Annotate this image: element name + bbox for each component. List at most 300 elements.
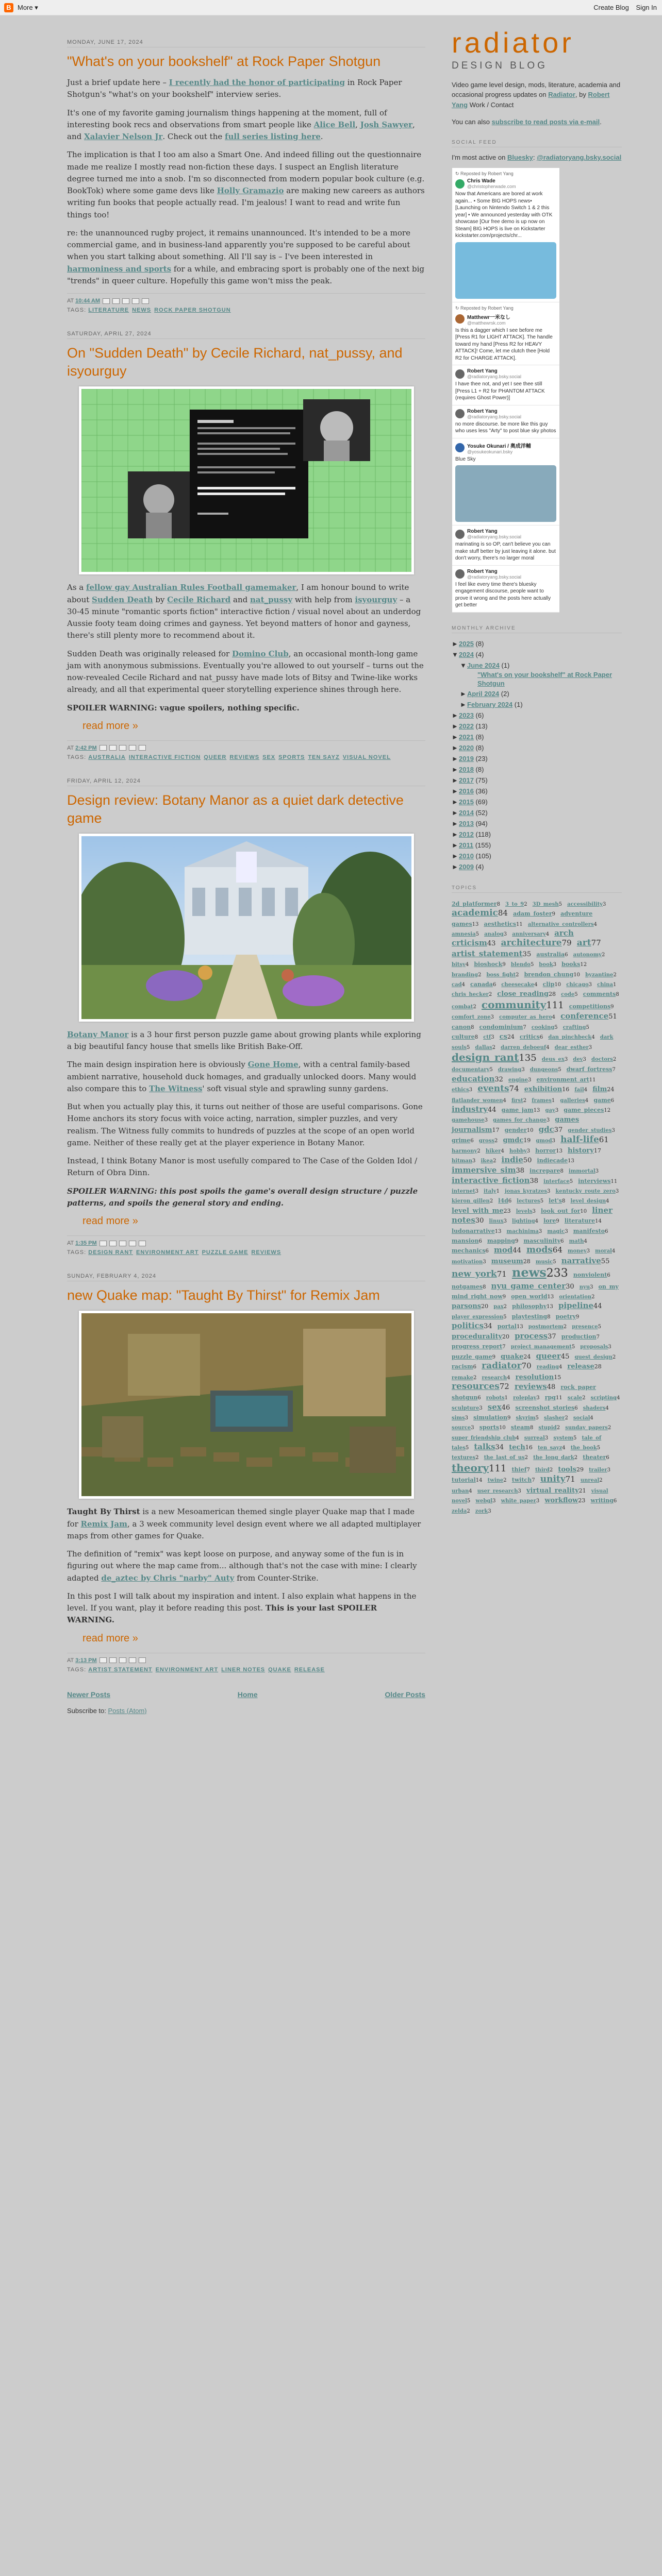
topic-link[interactable]: third <box>535 1467 550 1473</box>
topic-link[interactable]: chris hecker <box>452 992 489 998</box>
tag-link[interactable]: VISUAL NOVEL <box>342 754 391 760</box>
topic-link[interactable]: open world <box>511 1293 548 1300</box>
topic-link[interactable]: twitch <box>511 1477 532 1484</box>
topic-link[interactable]: urban <box>452 1488 469 1494</box>
topic-link[interactable]: darren deboeuf <box>501 1044 547 1050</box>
topic-link[interactable]: virtual reality <box>526 1486 579 1495</box>
email-icon[interactable] <box>100 1241 107 1246</box>
post-timestamp[interactable]: 2:42 PM <box>75 744 97 751</box>
topic-link[interactable]: lectures <box>517 1198 540 1205</box>
topic-link[interactable]: branding <box>452 972 478 978</box>
topic-link[interactable]: australia <box>536 951 565 958</box>
collapsed-triangle-icon[interactable]: ► <box>452 787 458 795</box>
collapsed-triangle-icon[interactable]: ► <box>452 722 458 730</box>
tag-link[interactable]: PUZZLE GAME <box>202 1249 249 1256</box>
archive-year-link[interactable]: 2009 <box>459 863 474 871</box>
archive-year-link[interactable]: 2018 <box>459 766 474 774</box>
topic-link[interactable]: half-life <box>560 1134 599 1145</box>
collapsed-triangle-icon[interactable]: ► <box>452 809 458 817</box>
topic-link[interactable]: crafting <box>562 1024 586 1030</box>
newer-posts-link[interactable]: Newer Posts <box>67 1690 111 1699</box>
topic-link[interactable]: sims <box>452 1415 465 1421</box>
topic-link[interactable]: the book <box>570 1445 597 1451</box>
topic-link[interactable]: project management <box>510 1344 572 1350</box>
archive-year[interactable] <box>452 710 622 721</box>
topic-link[interactable]: hitman <box>452 1158 473 1164</box>
topic-link[interactable]: art <box>576 938 591 948</box>
subscribe-atom-link[interactable]: Posts (Atom) <box>108 1706 147 1715</box>
topic-link[interactable]: skyrim <box>516 1415 536 1421</box>
archive-year-link[interactable]: 2017 <box>459 776 474 785</box>
topic-link[interactable]: robots <box>486 1395 505 1401</box>
feed-post[interactable] <box>452 302 559 366</box>
topic-link[interactable]: byzantine <box>585 972 614 978</box>
topic-link[interactable]: theater <box>583 1454 606 1461</box>
topic-link[interactable]: racism <box>452 1363 473 1370</box>
topic-link[interactable]: immersive sim <box>452 1165 516 1175</box>
topic-link[interactable]: hobby <box>509 1148 527 1154</box>
topic-link[interactable]: alternative controllers <box>527 922 594 928</box>
topic-link[interactable]: galleries <box>560 1097 585 1104</box>
archive-year[interactable] <box>452 775 622 786</box>
topic-link[interactable]: exhibition <box>524 1086 562 1094</box>
topic-link[interactable]: trailer <box>589 1467 607 1473</box>
topic-link[interactable]: music <box>535 1259 553 1265</box>
topic-link[interactable]: drawing <box>498 1067 522 1073</box>
topic-link[interactable]: flatlander women <box>452 1097 503 1104</box>
topic-link[interactable]: source <box>452 1425 471 1431</box>
tag-link[interactable]: ENVIRONMENT ART <box>136 1249 199 1256</box>
tag-link[interactable]: NEWS <box>132 307 152 314</box>
feed-post[interactable] <box>452 526 559 566</box>
topic-link[interactable]: doctors <box>591 1056 613 1062</box>
topic-link[interactable]: frames <box>532 1097 552 1104</box>
topic-link[interactable]: masculinity <box>523 1238 561 1245</box>
archive-year[interactable] <box>452 829 622 840</box>
post-image[interactable] <box>79 386 414 574</box>
archive-year[interactable] <box>452 753 622 764</box>
topic-link[interactable]: cs <box>499 1032 507 1041</box>
topic-link[interactable]: nyu <box>579 1284 590 1290</box>
topic-link[interactable]: computer as hero <box>499 1014 552 1021</box>
topic-link[interactable]: increpare <box>529 1167 560 1175</box>
topic-link[interactable]: tutorial <box>452 1477 476 1484</box>
topic-link[interactable]: boss fight <box>486 972 516 978</box>
topic-link[interactable]: kentucky route zero <box>555 1189 616 1195</box>
topic-link[interactable]: museum <box>491 1257 523 1265</box>
share-twitter-icon[interactable] <box>119 745 126 751</box>
topic-link[interactable]: user research <box>477 1488 518 1494</box>
topic-link[interactable]: let's <box>549 1197 562 1205</box>
topic-link[interactable]: stupid <box>538 1425 557 1431</box>
tag-link[interactable]: INTERACTIVE FICTION <box>128 754 201 760</box>
topic-link[interactable]: code <box>561 992 575 998</box>
topic-link[interactable]: horror <box>535 1147 556 1154</box>
share-twitter-icon[interactable] <box>122 298 129 304</box>
collapsed-triangle-icon[interactable]: ► <box>452 820 458 828</box>
topic-link[interactable]: 3 to 9 <box>505 901 524 907</box>
topic-link[interactable]: industry <box>452 1104 488 1114</box>
blog-this-icon[interactable] <box>109 1657 117 1663</box>
collapsed-triangle-icon[interactable]: ► <box>452 711 458 719</box>
topic-link[interactable]: mapping <box>487 1238 515 1245</box>
expanded-triangle-icon[interactable]: ▼ <box>452 650 458 658</box>
inline-link[interactable]: fellow gay Australian Rules Football gamemaker <box>86 583 296 592</box>
topic-link[interactable]: reviews <box>514 1382 547 1392</box>
inline-link[interactable]: @radiatoryang.bsky.social <box>537 153 622 161</box>
topic-link[interactable]: gdc <box>538 1124 554 1134</box>
share-facebook-icon[interactable] <box>129 745 136 751</box>
topic-link[interactable]: narrative <box>561 1256 601 1265</box>
topic-link[interactable]: liner notes <box>452 1205 613 1225</box>
topic-link[interactable]: unreal <box>580 1478 600 1484</box>
post-image[interactable] <box>79 1311 414 1499</box>
collapsed-triangle-icon[interactable]: ► <box>452 863 458 871</box>
share-facebook-icon[interactable] <box>129 1657 136 1663</box>
feed-post[interactable] <box>452 405 559 438</box>
topic-link[interactable]: ludonarrative <box>452 1227 495 1234</box>
email-icon[interactable] <box>100 745 107 751</box>
archive-year-link[interactable]: 2022 <box>459 722 474 730</box>
collapsed-triangle-icon[interactable]: ► <box>452 852 458 860</box>
topic-link[interactable]: cooking <box>531 1024 555 1030</box>
inline-link[interactable]: de_aztec by Chris "narby" Auty <box>101 1573 235 1583</box>
topic-link[interactable]: harmony <box>452 1148 477 1154</box>
topic-link[interactable]: the last of us <box>484 1455 525 1461</box>
archive-year-link[interactable]: 2024 <box>459 650 474 658</box>
topic-link[interactable]: orientation <box>559 1294 592 1300</box>
topic-link[interactable]: visual novel <box>452 1488 608 1504</box>
inline-link[interactable]: Radiator <box>548 91 575 99</box>
archive-year[interactable] <box>452 764 622 775</box>
tag-link[interactable]: ENVIRONMENT ART <box>155 1666 219 1673</box>
topic-link[interactable]: playtesting <box>511 1313 548 1320</box>
archive-month-link[interactable]: June 2024 <box>467 661 500 669</box>
topic-link[interactable]: italy <box>484 1189 496 1195</box>
topic-link[interactable]: gender studies <box>568 1127 612 1133</box>
expanded-triangle-icon[interactable]: ▼ <box>460 661 467 669</box>
topic-link[interactable]: workflow <box>544 1497 578 1505</box>
post-image[interactable] <box>79 834 414 1022</box>
topic-link[interactable]: presence <box>572 1324 598 1330</box>
topic-link[interactable]: bitsy <box>452 962 466 968</box>
topic-link[interactable]: grime <box>452 1137 471 1144</box>
topic-link[interactable]: sports <box>479 1424 500 1431</box>
topic-link[interactable]: portal <box>497 1323 517 1330</box>
post-timestamp[interactable]: 1:35 PM <box>75 1240 97 1247</box>
topic-link[interactable]: canon <box>452 1023 471 1030</box>
topic-link[interactable]: environment art <box>536 1076 589 1083</box>
blog-this-icon[interactable] <box>109 745 117 751</box>
post-title[interactable]: "What's on your bookshelf" at Rock Paper Shotgun <box>67 54 381 69</box>
topic-link[interactable]: release <box>567 1363 594 1371</box>
topic-link[interactable]: process <box>515 1331 548 1341</box>
topic-link[interactable]: radiator <box>482 1361 522 1371</box>
topic-link[interactable]: nonviolent <box>573 1272 607 1279</box>
archive-year-link[interactable]: 2016 <box>459 787 474 795</box>
topic-link[interactable]: math <box>569 1239 584 1245</box>
topic-link[interactable]: hiker <box>485 1148 501 1154</box>
topic-link[interactable]: academic <box>452 907 498 918</box>
topic-link[interactable]: ten sayz <box>537 1445 562 1451</box>
archive-year-link[interactable]: 2019 <box>459 755 474 762</box>
topic-link[interactable]: resources <box>452 1381 500 1392</box>
topic-link[interactable]: writing <box>590 1497 614 1504</box>
inline-link[interactable]: Alice Bell <box>313 120 356 129</box>
topic-link[interactable]: gmdc <box>503 1136 524 1144</box>
topic-link[interactable]: quest design <box>574 1354 613 1360</box>
topic-link[interactable]: gender <box>504 1126 527 1133</box>
older-posts-link[interactable]: Older Posts <box>385 1690 425 1699</box>
topic-link[interactable]: textures <box>452 1455 476 1461</box>
tag-link[interactable]: DESIGN RANT <box>88 1249 134 1256</box>
topic-link[interactable]: resolution <box>515 1373 554 1381</box>
topic-link[interactable]: lore <box>543 1217 556 1225</box>
inline-link[interactable]: harmoniness and sports <box>67 264 172 274</box>
topic-link[interactable]: events <box>477 1083 509 1094</box>
topic-link[interactable]: sculpture <box>452 1405 479 1411</box>
inline-link[interactable]: isyourguy <box>355 595 398 604</box>
collapsed-triangle-icon[interactable]: ► <box>452 841 458 850</box>
collapsed-triangle-icon[interactable]: ► <box>452 798 458 806</box>
topic-link[interactable]: literature <box>564 1217 595 1225</box>
topic-link[interactable]: super friendship club <box>452 1435 516 1441</box>
topic-link[interactable]: quake <box>501 1352 524 1361</box>
collapsed-triangle-icon[interactable]: ► <box>452 743 458 752</box>
collapsed-triangle-icon[interactable]: ► <box>452 733 458 741</box>
topic-link[interactable]: china <box>597 981 614 988</box>
tag-link[interactable]: SEX <box>262 754 276 760</box>
collapsed-triangle-icon[interactable]: ► <box>452 639 458 648</box>
collapsed-triangle-icon[interactable]: ► <box>452 831 458 839</box>
collapsed-triangle-icon[interactable]: ► <box>452 776 458 785</box>
archive-year-link[interactable]: 2014 <box>459 809 474 817</box>
topic-link[interactable]: tools <box>558 1465 576 1473</box>
topic-link[interactable]: books <box>561 961 581 968</box>
archive-year-link[interactable]: 2013 <box>459 820 474 828</box>
topic-link[interactable]: fail <box>574 1087 584 1093</box>
inline-link[interactable]: Robert Yang <box>452 91 610 109</box>
topic-link[interactable]: twine <box>487 1478 504 1484</box>
topic-link[interactable]: notgames <box>452 1283 483 1290</box>
topic-link[interactable]: queer <box>536 1351 561 1361</box>
share-facebook-icon[interactable] <box>132 298 139 304</box>
topic-link[interactable]: scale <box>567 1395 583 1401</box>
archive-year-link[interactable]: 2012 <box>459 831 474 839</box>
inline-link[interactable]: Bluesky <box>507 153 533 161</box>
topic-link[interactable]: machinima <box>506 1228 539 1234</box>
topic-link[interactable]: tech <box>509 1443 525 1451</box>
archive-year-link[interactable]: 2025 <box>459 639 474 648</box>
topic-link[interactable]: on my mind right now <box>452 1283 619 1300</box>
topic-link[interactable]: shaders <box>583 1405 606 1411</box>
topic-link[interactable]: webgl <box>475 1498 493 1504</box>
topic-link[interactable]: dear esther <box>554 1044 589 1050</box>
feed-post[interactable] <box>452 365 559 405</box>
topic-link[interactable]: player expression <box>452 1314 504 1320</box>
topic-link[interactable]: production <box>561 1333 597 1340</box>
topic-link[interactable]: games for change <box>493 1117 547 1124</box>
archive-month-link[interactable]: February 2024 <box>467 700 513 708</box>
tag-link[interactable]: TEN SAYZ <box>308 754 340 760</box>
topic-link[interactable]: dungeons <box>529 1067 558 1073</box>
topic-link[interactable]: blendo <box>510 962 531 968</box>
topic-link[interactable]: proposals <box>580 1344 608 1350</box>
read-more-link[interactable]: read more » <box>82 720 138 732</box>
archive-year[interactable] <box>452 721 622 732</box>
topic-link[interactable]: game jam <box>501 1106 534 1113</box>
topic-link[interactable]: conference <box>560 1011 609 1021</box>
home-posts-link[interactable]: Home <box>237 1690 258 1699</box>
topic-link[interactable]: gamehouse <box>452 1117 485 1124</box>
post-timestamp[interactable]: 3:13 PM <box>75 1657 97 1664</box>
topic-link[interactable]: film <box>592 1086 607 1094</box>
topic-link[interactable]: talks <box>474 1442 495 1451</box>
topic-link[interactable]: research <box>482 1375 507 1381</box>
topic-link[interactable]: screenshot stories <box>515 1404 575 1411</box>
topic-link[interactable]: pipeline <box>558 1301 594 1311</box>
tag-link[interactable]: RELEASE <box>294 1666 325 1673</box>
topic-link[interactable]: amnesia <box>452 931 476 938</box>
topic-link[interactable]: combat <box>452 1004 473 1010</box>
topic-link[interactable]: autonomy <box>573 952 602 958</box>
topic-link[interactable]: system <box>553 1435 573 1441</box>
inline-link[interactable]: The Witness <box>149 1083 203 1093</box>
topic-link[interactable]: magic <box>547 1228 565 1234</box>
topic-link[interactable]: 3D mesh <box>532 901 559 907</box>
topic-link[interactable]: white paper <box>501 1498 536 1504</box>
inline-link[interactable]: Domino Club <box>231 649 289 658</box>
inline-link[interactable]: nat_pussy <box>250 595 293 604</box>
topic-link[interactable]: sex <box>487 1402 502 1412</box>
topic-link[interactable]: nyu game center <box>491 1281 566 1291</box>
topic-link[interactable]: dwarf fortress <box>566 1066 613 1073</box>
archive-month[interactable] <box>452 660 622 671</box>
topic-link[interactable]: motivation <box>452 1259 483 1265</box>
topic-link[interactable]: anniversary <box>512 931 546 938</box>
topic-link[interactable]: condominium <box>479 1023 523 1030</box>
post-title[interactable]: new Quake map: "Taught By Thirst" for Remix Jam <box>67 1287 380 1303</box>
topic-link[interactable]: levels <box>516 1208 533 1214</box>
topic-link[interactable]: reading <box>536 1364 559 1370</box>
topic-link[interactable]: game <box>593 1096 611 1104</box>
topic-link[interactable]: arch crticism <box>452 928 574 948</box>
topic-link[interactable]: cad <box>452 981 462 988</box>
tag-link[interactable]: SPORTS <box>278 754 305 760</box>
topic-link[interactable]: clip <box>542 980 555 988</box>
topic-link[interactable]: analog <box>484 931 504 938</box>
archive-year-link[interactable]: 2015 <box>459 798 474 806</box>
avatar[interactable] <box>455 409 465 418</box>
share-pinterest-icon[interactable] <box>139 745 146 751</box>
topic-link[interactable]: dark souls <box>452 1034 614 1050</box>
post-title[interactable]: Design review: Botany Manor as a quiet dark detective game <box>67 792 404 826</box>
share-pinterest-icon[interactable] <box>142 298 149 304</box>
archive-year[interactable] <box>452 818 622 829</box>
topic-link[interactable]: history <box>568 1146 594 1155</box>
tag-link[interactable]: LINER NOTES <box>221 1666 266 1673</box>
share-pinterest-icon[interactable] <box>139 1657 146 1663</box>
post-timestamp[interactable]: 10:44 AM <box>75 298 100 304</box>
sign-in-link[interactable]: Sign In <box>636 4 657 11</box>
topic-link[interactable]: aesthetics <box>484 921 517 928</box>
topic-link[interactable]: interface <box>543 1178 570 1184</box>
topic-link[interactable]: engine <box>508 1077 528 1083</box>
tag-link[interactable]: AUSTRALIA <box>88 754 126 760</box>
topic-link[interactable]: money <box>568 1248 587 1255</box>
tag-link[interactable]: ARTIST STATEMENT <box>88 1666 153 1673</box>
topic-link[interactable]: ethics <box>452 1087 469 1093</box>
share-pinterest-icon[interactable] <box>139 1241 146 1246</box>
topic-link[interactable]: pax <box>493 1304 504 1310</box>
tag-link[interactable]: QUAKE <box>268 1666 291 1673</box>
topic-link[interactable]: slasher <box>544 1415 565 1421</box>
topic-link[interactable]: manifesto <box>573 1227 605 1234</box>
topic-link[interactable]: bioshock <box>474 961 503 968</box>
tag-link[interactable]: QUEER <box>204 754 227 760</box>
topic-link[interactable]: community <box>481 998 547 1011</box>
topic-link[interactable]: rpg <box>544 1394 556 1401</box>
topic-link[interactable]: immortal <box>568 1168 595 1175</box>
archive-year[interactable] <box>452 840 622 851</box>
topic-link[interactable]: culture <box>452 1033 475 1040</box>
feed-post[interactable] <box>452 566 559 613</box>
inline-link[interactable]: Xalavier Nelson Jr <box>84 132 163 142</box>
topic-link[interactable]: kieron gillen <box>452 1198 490 1205</box>
topic-link[interactable]: games journalism <box>452 1116 580 1134</box>
topic-link[interactable]: simulation <box>473 1414 508 1421</box>
topic-link[interactable]: politics <box>452 1321 484 1331</box>
topic-link[interactable]: canada <box>470 980 493 988</box>
topic-link[interactable]: mod <box>494 1245 513 1255</box>
topic-link[interactable]: gross <box>478 1138 494 1144</box>
tag-link[interactable]: LITERATURE <box>88 307 129 314</box>
topic-link[interactable]: design rant <box>452 1050 519 1063</box>
topic-link[interactable]: mansion <box>452 1238 479 1245</box>
archive-year-link[interactable]: 2010 <box>459 852 474 860</box>
read-more-link[interactable]: read more » <box>82 1632 138 1644</box>
topic-link[interactable]: education <box>452 1074 495 1083</box>
topic-link[interactable]: new york <box>452 1269 497 1280</box>
avatar[interactable] <box>455 443 465 452</box>
feed-post-image[interactable] <box>455 242 556 299</box>
topic-link[interactable]: indiecade <box>537 1157 568 1164</box>
archive-year[interactable] <box>452 786 622 796</box>
topic-link[interactable]: gay <box>545 1107 555 1113</box>
topic-link[interactable]: gmod <box>536 1138 552 1144</box>
create-blog-link[interactable]: Create Blog <box>593 4 629 11</box>
topic-link[interactable]: deus ex <box>541 1056 565 1062</box>
tag-link[interactable]: REVIEWS <box>229 754 260 760</box>
topic-link[interactable]: lighting <box>512 1218 535 1225</box>
topic-link[interactable]: game pieces <box>564 1106 604 1113</box>
feed-post[interactable] <box>452 438 559 526</box>
topic-link[interactable]: thief <box>511 1466 527 1473</box>
topic-link[interactable]: interactive fiction <box>452 1175 530 1185</box>
topic-link[interactable]: documentary <box>452 1067 490 1073</box>
topic-link[interactable]: cheesecake <box>501 981 535 988</box>
archive-year[interactable] <box>452 638 622 649</box>
topic-link[interactable]: accessibility <box>567 901 603 907</box>
more-menu[interactable]: More ▾ <box>18 4 38 11</box>
topic-link[interactable]: level with me <box>452 1207 504 1215</box>
inline-link[interactable]: Remix Jam <box>80 1519 127 1529</box>
topic-link[interactable]: look out for <box>540 1207 581 1214</box>
archive-year[interactable] <box>452 732 622 742</box>
topic-link[interactable]: mechanics <box>452 1247 486 1255</box>
post-title[interactable]: On "Sudden Death" by Cecile Richard, nat_pussy, and isyourguy <box>67 345 403 379</box>
topic-link[interactable]: steam <box>510 1424 530 1431</box>
